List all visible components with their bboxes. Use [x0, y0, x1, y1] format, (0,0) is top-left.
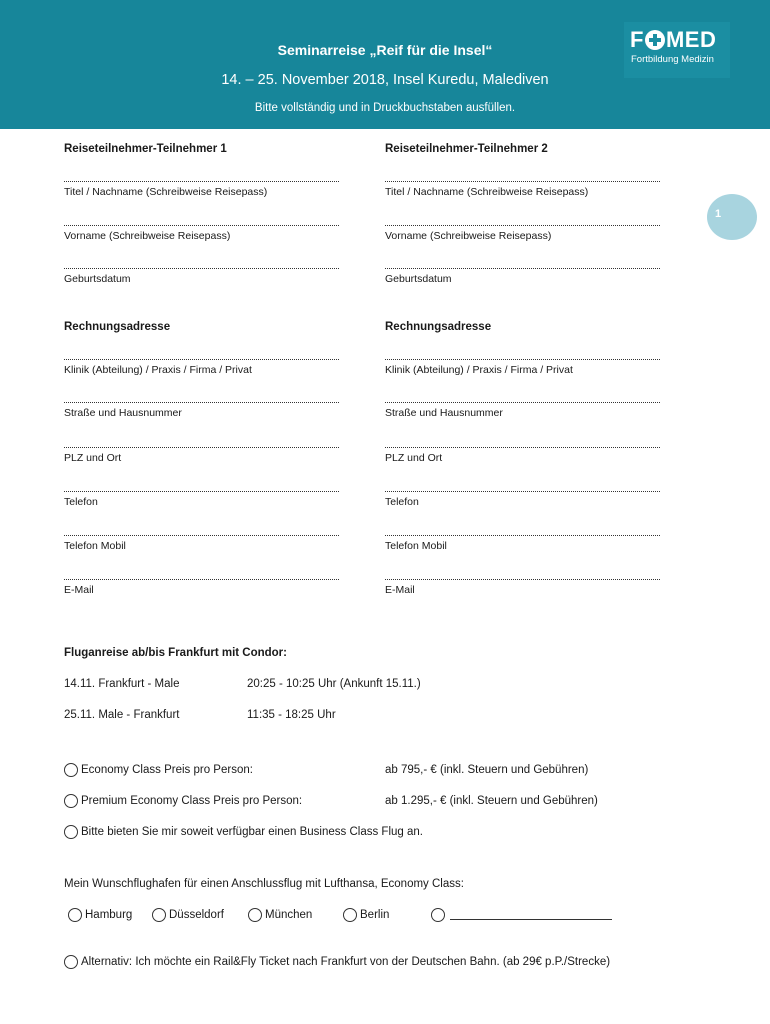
field-label: Vorname (Schreibweise Reisepass) [385, 230, 552, 242]
option-label: Economy Class Preis pro Person: [81, 764, 253, 776]
participant-2-lastname-field[interactable] [385, 172, 660, 198]
field-label: Telefon Mobil [64, 540, 126, 552]
header-banner [0, 0, 770, 129]
field-label: E-Mail [64, 584, 94, 596]
participant-1-phone-field[interactable] [64, 482, 339, 508]
fill-line[interactable] [64, 393, 339, 403]
wish-airport-heading: Mein Wunschflughafen für einen Anschlussflug mit Lufthansa, Economy Class: [64, 878, 464, 890]
fill-line[interactable] [385, 216, 660, 226]
field-label: Telefon Mobil [385, 540, 447, 552]
participant-2-firstname-field[interactable] [385, 216, 660, 242]
participant-2-mobile-field[interactable] [385, 526, 660, 552]
participant-1-heading: Reiseteilnehmer-Teilnehmer 1 [64, 143, 227, 155]
option-label: Alternativ: Ich möchte ein Rail&Fly Ticket nach Frankfurt von der Deutschen Bahn. (ab 29€ p.P./Strecke) [81, 956, 611, 968]
fill-line[interactable] [385, 350, 660, 360]
participant-2-street-field[interactable] [385, 393, 660, 419]
field-label: Klinik (Abteilung) / Praxis / Firma / Privat [64, 364, 252, 376]
field-label: Straße und Hausnummer [385, 407, 503, 419]
participant-2-heading: Reiseteilnehmer-Teilnehmer 2 [385, 143, 548, 155]
fill-line[interactable] [64, 172, 339, 182]
participant-2-zip-city-field[interactable] [385, 438, 660, 464]
participant-1-email-field[interactable] [64, 570, 339, 596]
airport-option-duesseldorf[interactable] [152, 908, 224, 922]
participant-2-billing-heading: Rechnungsadresse [385, 321, 492, 333]
fill-line[interactable] [385, 259, 660, 269]
medical-cross-icon [645, 30, 665, 50]
field-label: Vorname (Schreibweise Reisepass) [64, 230, 231, 242]
participant-1-mobile-field[interactable] [64, 526, 339, 552]
participant-1-clinic-field[interactable] [64, 350, 339, 376]
fomed-logo [624, 22, 730, 78]
fill-line[interactable] [64, 350, 339, 360]
fill-line[interactable] [64, 570, 339, 580]
fill-line[interactable] [385, 172, 660, 182]
field-label: PLZ und Ort [64, 452, 122, 464]
rail-and-fly-option[interactable] [64, 955, 610, 969]
flight-route: 25.11. Male - Frankfurt [64, 709, 180, 721]
option-label: München [265, 909, 313, 921]
premium-economy-price: ab 1.295,- € (inkl. Steuern und Gebühren) [385, 795, 598, 807]
option-label: Hamburg [85, 909, 133, 921]
logo-letters-med: MED [665, 27, 717, 52]
fill-line[interactable] [64, 259, 339, 269]
page-title: Seminarreise „Reif für die Insel“ [277, 42, 493, 58]
participant-1-zip-city-field[interactable] [64, 438, 339, 464]
radio-button[interactable] [248, 908, 262, 922]
fill-line[interactable] [385, 393, 660, 403]
option-label: Premium Economy Class Preis pro Person: [81, 795, 303, 807]
fill-line[interactable] [385, 438, 660, 448]
participant-1-birthdate-field[interactable] [64, 259, 339, 285]
fill-line[interactable] [385, 526, 660, 536]
airport-option-muenchen[interactable] [248, 908, 312, 922]
economy-price: ab 795,- € (inkl. Steuern und Gebühren) [385, 764, 589, 776]
participant-2-email-field[interactable] [385, 570, 660, 596]
radio-button[interactable] [343, 908, 357, 922]
radio-button[interactable] [431, 908, 445, 922]
participant-2-clinic-field[interactable] [385, 350, 660, 376]
fill-line[interactable] [385, 570, 660, 580]
fill-line[interactable] [64, 438, 339, 448]
page-number: 1 [715, 208, 722, 220]
field-label: Geburtsdatum [64, 273, 131, 285]
field-label: Titel / Nachname (Schreibweise Reisepass) [385, 186, 589, 198]
radio-button[interactable] [64, 955, 78, 969]
airport-option-hamburg[interactable] [68, 908, 132, 922]
other-airport-input-line[interactable] [450, 910, 612, 920]
field-label: E-Mail [385, 584, 415, 596]
field-label: Straße und Hausnummer [64, 407, 182, 419]
field-label: Telefon [385, 496, 419, 508]
radio-button[interactable] [64, 763, 78, 777]
participant-2-phone-field[interactable] [385, 482, 660, 508]
business-class-option[interactable] [64, 825, 423, 839]
participant-2-birthdate-field[interactable] [385, 259, 660, 285]
airport-option-other[interactable] [431, 908, 612, 922]
event-dates: 14. – 25. November 2018, Insel Kuredu, Malediven [221, 72, 549, 88]
airport-option-berlin[interactable] [343, 908, 389, 922]
flight-heading: Fluganreise ab/bis Frankfurt mit Condor: [64, 647, 287, 659]
radio-button[interactable] [68, 908, 82, 922]
page-number-badge [707, 194, 757, 240]
radio-button[interactable] [64, 825, 78, 839]
flight-time: 20:25 - 10:25 Uhr (Ankunft 15.11.) [247, 678, 421, 690]
radio-button[interactable] [152, 908, 166, 922]
logo-subtitle: Fortbildung Medizin [631, 54, 714, 65]
flight-route: 14.11. Frankfurt - Male [64, 678, 180, 690]
premium-economy-option[interactable] [64, 794, 302, 808]
field-label: Geburtsdatum [385, 273, 452, 285]
field-label: Klinik (Abteilung) / Praxis / Firma / Privat [385, 364, 573, 376]
fill-line[interactable] [64, 526, 339, 536]
participant-1-street-field[interactable] [64, 393, 339, 419]
fill-line[interactable] [385, 482, 660, 492]
option-label: Berlin [360, 909, 390, 921]
field-label: PLZ und Ort [385, 452, 443, 464]
flight-time: 11:35 - 18:25 Uhr [247, 709, 336, 721]
participant-1-firstname-field[interactable] [64, 216, 339, 242]
option-label: Düsseldorf [169, 909, 224, 921]
radio-button[interactable] [64, 794, 78, 808]
fill-line[interactable] [64, 216, 339, 226]
economy-class-option[interactable] [64, 763, 253, 777]
instruction-note: Bitte vollständig und in Druckbuchstaben ausfüllen. [254, 102, 516, 114]
logo-letter-f: F [630, 27, 644, 52]
option-label: Bitte bieten Sie mir soweit verfügbar einen Business Class Flug an. [81, 826, 423, 838]
field-label: Telefon [64, 496, 98, 508]
field-label: Titel / Nachname (Schreibweise Reisepass) [64, 186, 268, 198]
participant-1-billing-heading: Rechnungsadresse [64, 321, 171, 333]
fill-line[interactable] [64, 482, 339, 492]
participant-1-lastname-field[interactable] [64, 172, 339, 198]
